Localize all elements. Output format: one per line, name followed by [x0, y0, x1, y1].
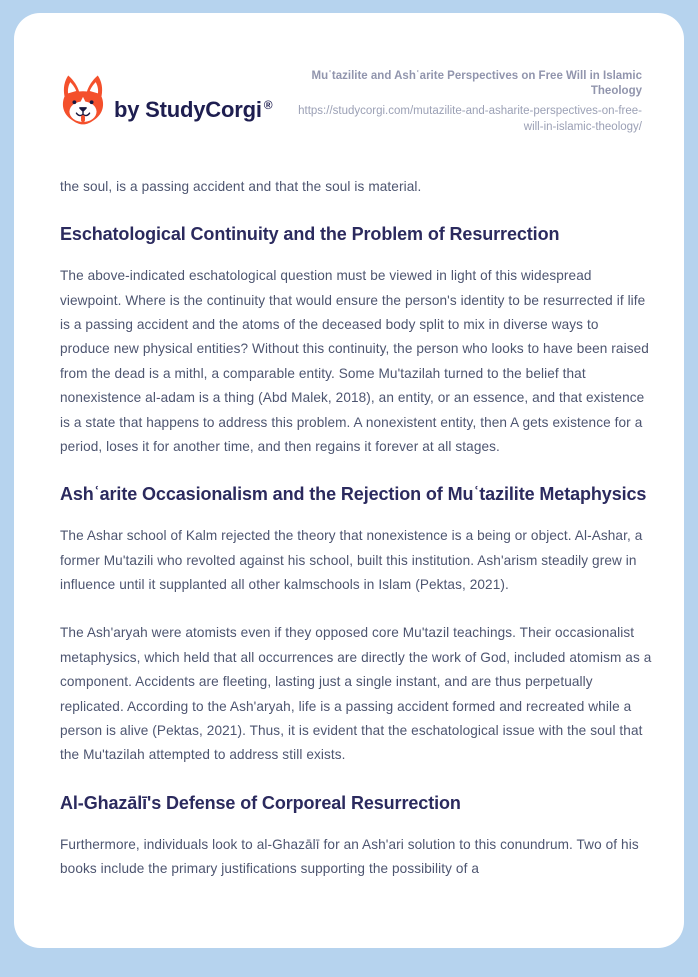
brand-wordmark: [114, 97, 272, 123]
document-url-link[interactable]: https://studycorgi.com/mutazilite-and-asharite-perspectives-on-free-will-in-islamic-theology/: [298, 105, 642, 133]
document-meta: [294, 69, 642, 135]
section-heading-al-ghazali-defense: Al-Ghazālī's Defense of Corporeal Resurrection: [60, 792, 461, 813]
document-card: [14, 13, 684, 948]
registered-trademark-symbol: ®: [263, 97, 273, 112]
article-paragraph: The above-indicated eschatological question must be viewed in light of this widespread viewpoint. Where is the continuity that would ensure the person's identity to be resurrected if life is a passing accident and the atoms of the deceased body split to mix in diverse ways to produce new physical entities? Without this continuity, the person who looks to have been raised from the dead is a mithl, a comparable entity. Some Mu'tazilah turned to the belief that nonexistence al-adam is a thing (Abd Malek, 2018), an entity, or an essence, and that existence is a state that happens to address this problem. A nonexistent entity, then A gets existence for a period, loses it for another time, and then regains it forever at all stages.: [60, 268, 649, 454]
article-paragraph: Furthermore, individuals look to al-Ghazālī for an Ash'ari solution to this conundrum. Two of his books include the primary justifications supporting the possibility of a: [60, 836, 639, 876]
studycorgi-brand[interactable]: [60, 67, 272, 135]
article-paragraph: The Ash'aryah were atomists even if they opposed core Mu'tazil teachings. Their occasionalist metaphysics, which held that all occurrences are directly the work of God, included atomism as a component. Accidents are fleeting, lasting just a single instant, and are thus perpetually replicated. According to the Ash'aryah, life is a passing accident formed and recreated while a person is alive (Pektas, 2021). Thus, it is evident that the eschatological issue with the soul that the Mu'tazilah attempted to address still exists.: [60, 625, 652, 763]
essay-body: [60, 175, 652, 881]
section-heading-eschatological-continuity: Eschatological Continuity and the Problem of Resurrection: [60, 224, 560, 245]
document-title: Muʿtazilite and Ashʿarite Perspectives on Free Will in Islamic Theology: [311, 70, 642, 98]
brand-name: by StudyCorgi: [114, 97, 262, 122]
article-paragraph: The Ashar school of Kalm rejected the theory that nonexistence is a being or object. Al-Ashar, a former Mu'tazili who revolted against his school, built this institution. Ash'arism steadily grew in influence until it supplanted all other kalmschools in Islam (Pektas, 2021).: [60, 528, 643, 592]
article-paragraph: the soul, is a passing accident and that the soul is material.: [60, 179, 422, 194]
corgi-logo-icon: [60, 67, 106, 135]
page-header: [60, 67, 642, 135]
section-heading-asharite-occasionalism: Ashʿarite Occasionalism and the Rejection of Muʿtazilite Metaphysics: [60, 484, 647, 505]
